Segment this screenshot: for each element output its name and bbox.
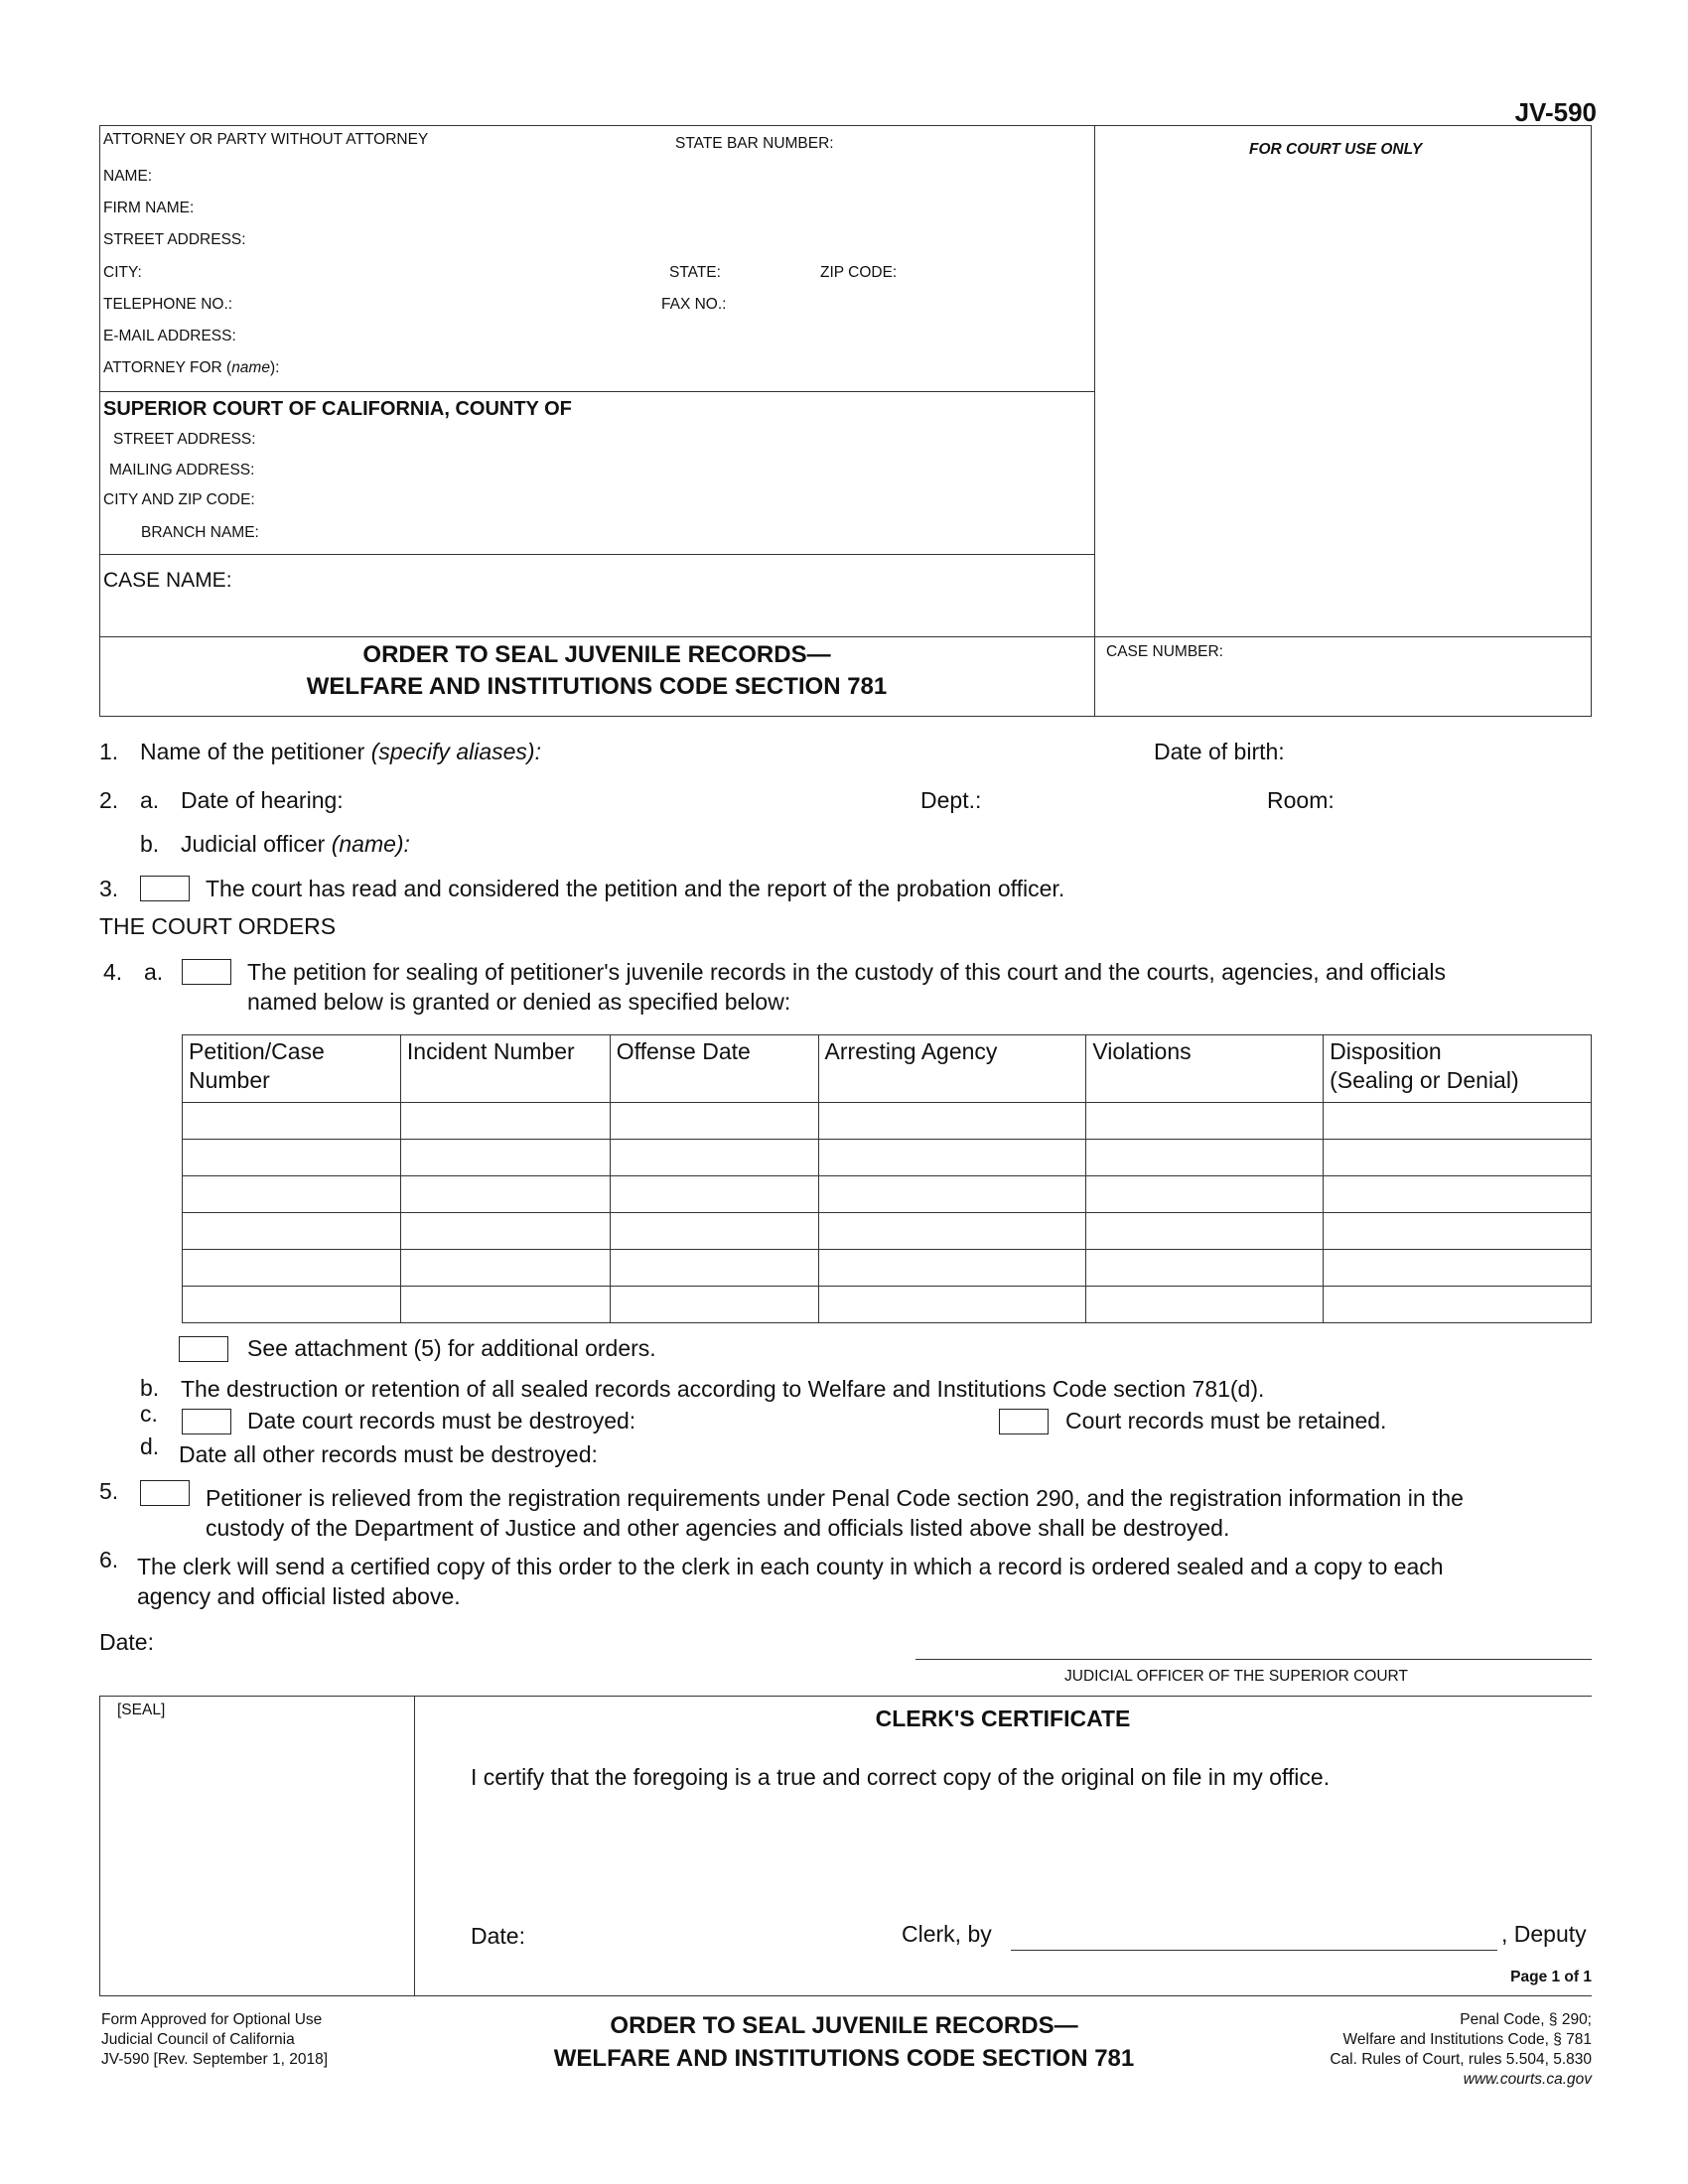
item1-text: Name of the petitioner bbox=[140, 739, 371, 764]
item5-number: 5. bbox=[99, 1478, 119, 1504]
item2a-letter: a. bbox=[140, 787, 160, 813]
deputy-label: , Deputy bbox=[1501, 1921, 1587, 1947]
form-id: JV-590 bbox=[1514, 97, 1597, 127]
title-divider bbox=[99, 636, 1592, 637]
table-cell[interactable] bbox=[610, 1250, 818, 1287]
item2a-dept[interactable]: Dept.: bbox=[920, 787, 982, 813]
item5-line2: custody of the Department of Justice and other agencies and officials listed above shall be destroyed. bbox=[206, 1515, 1230, 1541]
table-cell[interactable] bbox=[1086, 1287, 1324, 1323]
item6-line2: agency and official listed above. bbox=[137, 1583, 461, 1609]
fax-label[interactable]: FAX NO.: bbox=[661, 296, 727, 313]
table-cell[interactable] bbox=[1086, 1176, 1324, 1213]
seal-label: [SEAL] bbox=[117, 1702, 166, 1718]
clerk-certificate-title: CLERK'S CERTIFICATE bbox=[875, 1706, 1131, 1731]
item6-line1: The clerk will send a certified copy of this order to the clerk in each county in which a record is ordered sealed and a copy to each bbox=[137, 1554, 1444, 1579]
footer-right-line2: Welfare and Institutions Code, § 781 bbox=[1342, 2031, 1592, 2048]
attorney-for-end: ): bbox=[269, 359, 280, 376]
item2-number: 2. bbox=[99, 787, 119, 813]
table-row bbox=[183, 1103, 1592, 1140]
court-branch-label[interactable]: BRANCH NAME: bbox=[141, 524, 259, 541]
item3-checkbox[interactable] bbox=[140, 876, 190, 901]
court-street-label[interactable]: STREET ADDRESS: bbox=[113, 431, 256, 448]
item4c-letter: c. bbox=[140, 1401, 158, 1427]
phone-label[interactable]: TELEPHONE NO.: bbox=[103, 296, 233, 313]
item2b-letter: b. bbox=[140, 831, 160, 857]
col-header-petition-case-number: Petition/Case Number bbox=[183, 1035, 401, 1103]
certificate-top-line bbox=[99, 1696, 1592, 1697]
table-cell[interactable] bbox=[818, 1287, 1086, 1323]
table-cell[interactable] bbox=[400, 1140, 610, 1176]
table-cell[interactable] bbox=[1324, 1176, 1592, 1213]
table-cell[interactable] bbox=[183, 1287, 401, 1323]
table-header-row bbox=[183, 1035, 1592, 1103]
table-cell[interactable] bbox=[183, 1103, 401, 1140]
table-cell[interactable] bbox=[1086, 1103, 1324, 1140]
item4c-text[interactable]: Date court records must be destroyed: bbox=[247, 1408, 636, 1433]
table-cell[interactable] bbox=[610, 1213, 818, 1250]
city-label[interactable]: CITY: bbox=[103, 264, 142, 281]
name-label[interactable]: NAME: bbox=[103, 168, 153, 185]
item4d-letter: d. bbox=[140, 1433, 160, 1459]
item4a-checkbox[interactable] bbox=[182, 959, 231, 985]
table-cell[interactable] bbox=[1086, 1140, 1324, 1176]
item5-line1: Petitioner is relieved from the registration requirements under Penal Code section 290, and the registration information in the bbox=[206, 1485, 1464, 1511]
state-bar-label: STATE BAR NUMBER: bbox=[675, 135, 834, 152]
item4a-line1: The petition for sealing of petitioner's juvenile records in the custody of this court and the courts, agencies, and officials bbox=[247, 959, 1447, 985]
court-orders-heading: THE COURT ORDERS bbox=[99, 913, 337, 939]
footer-title-line2: WELFARE AND INSTITUTIONS CODE SECTION 781 bbox=[553, 2045, 1135, 2072]
attorney-for-text: ATTORNEY FOR ( bbox=[103, 359, 232, 376]
col-header-offense-date: Offense Date bbox=[610, 1035, 818, 1103]
item4c-retained-text: Court records must be retained. bbox=[1065, 1408, 1387, 1433]
state-label[interactable]: STATE: bbox=[669, 264, 721, 281]
court-cityzip-label[interactable]: CITY AND ZIP CODE: bbox=[103, 491, 255, 508]
table-cell[interactable] bbox=[400, 1250, 610, 1287]
table-cell[interactable] bbox=[183, 1176, 401, 1213]
case-name-label[interactable]: CASE NAME: bbox=[103, 569, 232, 592]
firm-label[interactable]: FIRM NAME: bbox=[103, 200, 195, 216]
item2b-text: Judicial officer bbox=[181, 831, 332, 857]
table-cell[interactable] bbox=[1324, 1250, 1592, 1287]
order-date-label[interactable]: Date: bbox=[99, 1629, 154, 1655]
item2b-italic: (name): bbox=[331, 831, 410, 857]
table-cell[interactable] bbox=[818, 1140, 1086, 1176]
table-cell[interactable] bbox=[183, 1250, 401, 1287]
item1-date-of-birth[interactable]: Date of birth: bbox=[1154, 739, 1285, 764]
form-title-line2: WELFARE AND INSTITUTIONS CODE SECTION 781 bbox=[306, 673, 888, 700]
table-cell[interactable] bbox=[1324, 1140, 1592, 1176]
judicial-officer-label: JUDICIAL OFFICER OF THE SUPERIOR COURT bbox=[1064, 1668, 1408, 1685]
seal-left-line bbox=[99, 1696, 100, 1995]
table-cell[interactable] bbox=[610, 1176, 818, 1213]
footer-left-line1: Form Approved for Optional Use bbox=[101, 2011, 323, 2028]
table-cell[interactable] bbox=[818, 1213, 1086, 1250]
footer-website[interactable]: www.courts.ca.gov bbox=[1463, 2071, 1592, 2088]
records-table bbox=[182, 1034, 1592, 1323]
table-cell[interactable] bbox=[1324, 1103, 1592, 1140]
court-mailing-label[interactable]: MAILING ADDRESS: bbox=[109, 462, 255, 478]
item1-number: 1. bbox=[99, 739, 119, 764]
col-header-arresting-agency: Arresting Agency bbox=[818, 1035, 1086, 1103]
clerk-date-label[interactable]: Date: bbox=[471, 1923, 525, 1949]
judicial-signature-line[interactable] bbox=[915, 1659, 1592, 1660]
table-cell[interactable] bbox=[400, 1103, 610, 1140]
table-cell[interactable] bbox=[818, 1176, 1086, 1213]
clerk-signature-line[interactable] bbox=[1011, 1950, 1497, 1951]
page-number: Page 1 of 1 bbox=[1510, 1969, 1592, 1985]
table-cell[interactable] bbox=[400, 1287, 610, 1323]
item5-checkbox[interactable] bbox=[140, 1480, 190, 1506]
case-number-label[interactable]: CASE NUMBER: bbox=[1106, 643, 1223, 660]
court-use-label: FOR COURT USE ONLY bbox=[1249, 141, 1423, 158]
attorney-for-italic: name bbox=[231, 359, 270, 376]
table-row bbox=[183, 1287, 1592, 1323]
seal-right-line bbox=[414, 1696, 415, 1995]
court-title: SUPERIOR COURT OF CALIFORNIA, COUNTY OF bbox=[103, 398, 572, 420]
footer-left-line2: Judicial Council of California bbox=[101, 2031, 295, 2048]
clerk-by-label: Clerk, by bbox=[902, 1921, 992, 1947]
table-cell[interactable] bbox=[610, 1103, 818, 1140]
item4b-text: The destruction or retention of all sealed records according to Welfare and Institutions Code section 781(d). bbox=[181, 1376, 1265, 1402]
item4c-destroy-checkbox[interactable] bbox=[182, 1409, 231, 1434]
item4d-text[interactable]: Date all other records must be destroyed: bbox=[179, 1441, 598, 1467]
court-casename-divider bbox=[99, 554, 1094, 555]
email-label[interactable]: E-MAIL ADDRESS: bbox=[103, 328, 236, 344]
col-header-disposition: Disposition (Sealing or Denial) bbox=[1324, 1035, 1592, 1103]
table-cell[interactable] bbox=[1324, 1213, 1592, 1250]
zip-label[interactable]: ZIP CODE: bbox=[820, 264, 898, 281]
form-title-line1: ORDER TO SEAL JUVENILE RECORDS— bbox=[362, 641, 831, 668]
caption-divider bbox=[1094, 125, 1095, 717]
clerk-certify-text: I certify that the foregoing is a true and correct copy of the original on file in my office. bbox=[471, 1764, 1331, 1790]
table-cell[interactable] bbox=[610, 1140, 818, 1176]
item4a-line2: named below is granted or denied as specified below: bbox=[247, 989, 791, 1015]
item2a-date-of-hearing[interactable]: Date of hearing: bbox=[181, 787, 344, 813]
item4-number: 4. bbox=[103, 959, 123, 985]
attachment-text: See attachment (5) for additional orders. bbox=[247, 1335, 656, 1361]
table-cell[interactable] bbox=[1086, 1213, 1324, 1250]
table-row bbox=[183, 1176, 1592, 1213]
item1-italic: (specify aliases): bbox=[370, 739, 541, 764]
table-cell[interactable] bbox=[818, 1250, 1086, 1287]
footer-left-line3: JV-590 [Rev. September 1, 2018] bbox=[101, 2051, 329, 2068]
table-row bbox=[183, 1140, 1592, 1176]
footer-right-line1: Penal Code, § 290; bbox=[1460, 2011, 1592, 2028]
footer-right-line3: Cal. Rules of Court, rules 5.504, 5.830 bbox=[1330, 2051, 1592, 2068]
col-header-incident-number: Incident Number bbox=[400, 1035, 610, 1103]
caption-box bbox=[99, 125, 1592, 717]
item4a-letter: a. bbox=[144, 959, 164, 985]
attorney-court-divider bbox=[99, 391, 1094, 392]
street-label[interactable]: STREET ADDRESS: bbox=[103, 231, 246, 248]
table-cell[interactable] bbox=[1324, 1287, 1592, 1323]
table-cell[interactable] bbox=[400, 1213, 610, 1250]
attorney-for-label[interactable] bbox=[103, 359, 279, 377]
table-cell[interactable] bbox=[818, 1103, 1086, 1140]
attachment-checkbox[interactable] bbox=[179, 1336, 228, 1362]
attorney-header: ATTORNEY OR PARTY WITHOUT ATTORNEY bbox=[103, 131, 429, 148]
table-cell[interactable] bbox=[183, 1213, 401, 1250]
table-cell[interactable] bbox=[183, 1140, 401, 1176]
table-cell[interactable] bbox=[610, 1287, 818, 1323]
table-row bbox=[183, 1213, 1592, 1250]
footer-title-line1: ORDER TO SEAL JUVENILE RECORDS— bbox=[610, 2012, 1078, 2039]
item4c-retain-checkbox[interactable] bbox=[999, 1409, 1049, 1434]
table-row bbox=[183, 1250, 1592, 1287]
col-header-violations: Violations bbox=[1086, 1035, 1324, 1103]
item4b-letter: b. bbox=[140, 1375, 160, 1401]
item1-petitioner-name[interactable] bbox=[140, 739, 541, 765]
item3-number: 3. bbox=[99, 876, 119, 901]
table-cell[interactable] bbox=[400, 1176, 610, 1213]
item6-number: 6. bbox=[99, 1547, 119, 1572]
item2a-room[interactable]: Room: bbox=[1267, 787, 1335, 813]
item3-text: The court has read and considered the petition and the report of the probation officer. bbox=[206, 876, 1065, 901]
certificate-bottom-line bbox=[99, 1995, 1592, 1996]
table-cell[interactable] bbox=[1086, 1250, 1324, 1287]
item2b-judicial-officer[interactable] bbox=[181, 831, 410, 858]
